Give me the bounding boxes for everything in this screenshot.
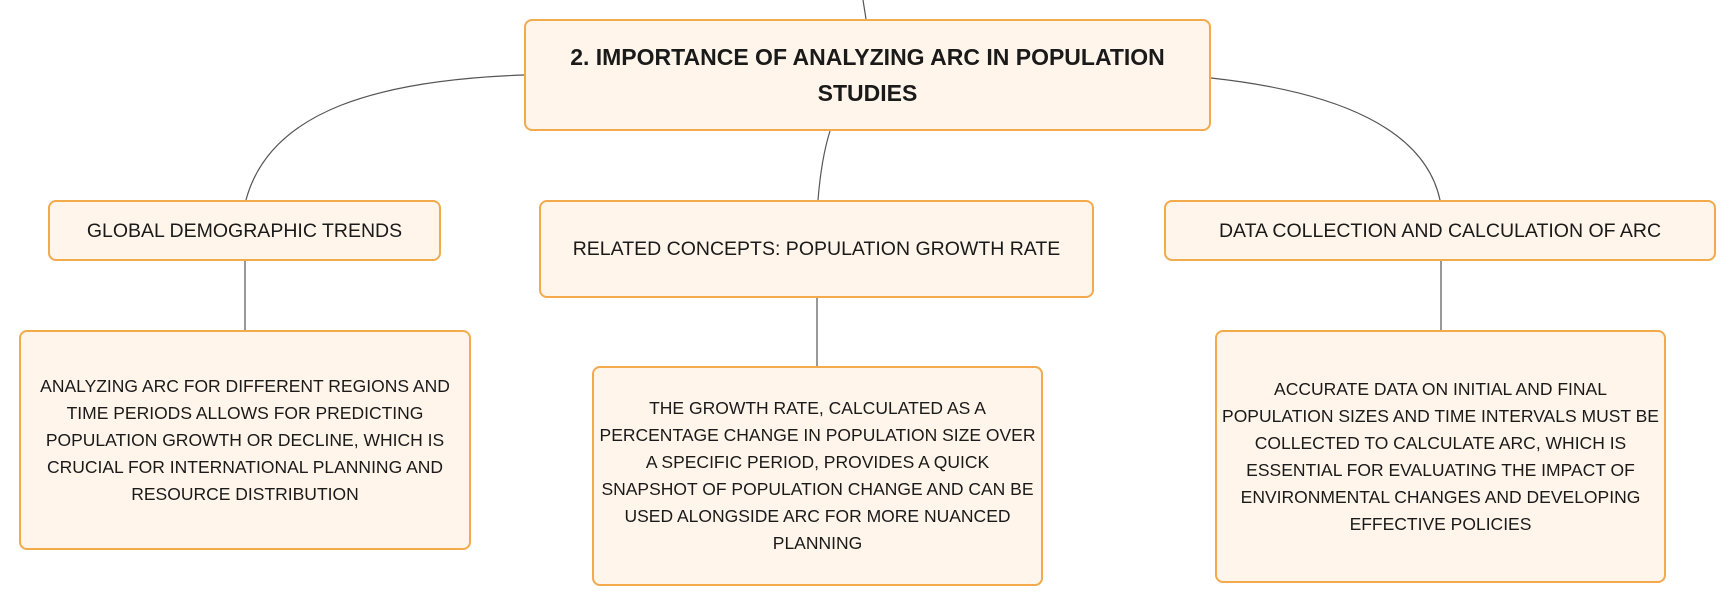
topic-node-title: DATA COLLECTION AND CALCULATION OF ARC xyxy=(1218,219,1662,242)
root-node[interactable] xyxy=(524,19,1211,131)
topic-node-global-demographic-trends[interactable] xyxy=(48,200,441,261)
topic-node-data-collection[interactable] xyxy=(1164,200,1716,261)
topic-node-title: GLOBAL DEMOGRAPHIC TRENDS xyxy=(86,219,403,242)
root-node-title: 2. IMPORTANCE OF ANALYZING ARC IN POPULATION STUDIES xyxy=(570,44,1165,106)
detail-node-global-demographic-trends[interactable] xyxy=(19,330,471,550)
detail-node-data-collection[interactable] xyxy=(1215,330,1666,583)
detail-node-text: ACCURATE DATA ON INITIAL AND FINAL POPULATION SIZES AND TIME INTERVALS MUST BE COLLECTED TO CALCULATE ARC, WHICH IS ESSENTIAL FOR EVALUATING THE IMPACT OF ENVIRONMENTAL CHANGES AND DEVELOPING EFFECTIVE POLICIES xyxy=(1222,378,1659,534)
connector-root-to-data-collection xyxy=(1211,78,1440,200)
detail-node-related-concepts[interactable] xyxy=(592,366,1043,586)
topic-node-title: RELATED CONCEPTS: POPULATION GROWTH RATE xyxy=(572,238,1061,260)
topic-node-related-concepts[interactable] xyxy=(539,200,1094,298)
connector-root-to-related-concepts xyxy=(818,131,830,200)
detail-node-text: THE GROWTH RATE, CALCULATED AS A PERCENTAGE CHANGE IN POPULATION SIZE OVER A SPECIFIC PERIOD, PROVIDES A QUICK SNAPSHOT OF POPULATION CHANGE AND CAN BE USED ALONGSIDE ARC FOR MORE NUANCED PLANNING xyxy=(599,398,1036,553)
connector-parent-to-root xyxy=(863,0,866,19)
connector-root-to-global-trends xyxy=(246,75,524,200)
detail-node-text: ANALYZING ARC FOR DIFFERENT REGIONS AND TIME PERIODS ALLOWS FOR PREDICTING POPULATION GROWTH OR DECLINE, WHICH IS CRUCIAL FOR INTERNATIONAL PLANNING AND RESOURCE DISTRIBUTION xyxy=(40,375,450,504)
